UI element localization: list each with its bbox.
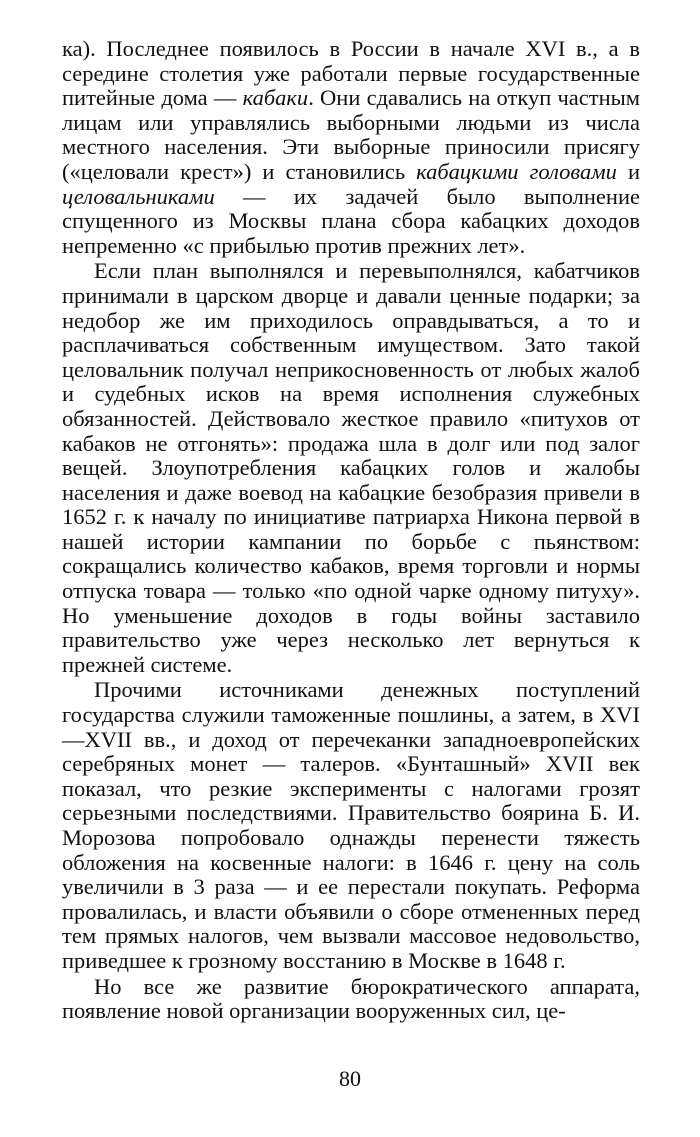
page-number: 80: [339, 1066, 361, 1091]
text-run: Если план выполнялся и перевыполнялся, кабатчиков принимали в царском дворце и давали ценные подарки; за недобор же им приходилось оправдываться, а то и расплачиваться собственным имуществом. Зато такой целовальник получал неприкосновенность от любых жалоб и судебных исков на время исполнения служебных обязанностей. Действовало жесткое правило «питухов от кабаков не отгонять»: продажа шла в долг или под залог вещей. Злоупотребления кабацких голов и жалобы населения и даже воевод на кабацкие безобразия привели в 1652 г. к началу по инициативе патриарха Никона первой в нашей истории кампании по борьбе с пьянством: сокращались количество кабаков, время торговли и нормы отпуска товара — только «по одной чарке одному питуху». Но уменьшение доходов в годы войны заставило правительство уже через несколько лет вернуться к прежней системе.: [62, 258, 640, 677]
term-kabatskie-golovy: кабацкими головами: [416, 158, 617, 184]
paragraph-4: [62, 975, 640, 1024]
text-run: . Они сдавались на откуп частным лицам или управлялись выборными людьми из числа местного населения. Эти выборные приносили присягу («целовали крест») и становились: [62, 85, 640, 184]
text-run: Прочими источниками денежных поступлений государства служили таможенные пошлины, а затем, в XVI—XVII вв., и доход от перечеканки западноевропейских серебряных монет — талеров. «Бунташный» XVII век показал, что резкие эксперименты с налогами грозят серьезными последствиями. Правительство боярина Б. И. Морозова попробовало однажды перенести тяжесть обложения на косвенные налоги: в 1646 г. цену на соль увеличили в 3 раза — и ее перестали покупать. Реформа провалилась, и власти объявили о сборе отмененных перед тем прямых налогов, чем вызвали массовое недовольство, приведшее к грозному восстанию в Москве в 1648 г.: [62, 677, 640, 973]
term-tselovalniki: целовальниками: [62, 183, 215, 209]
text-run: и: [616, 158, 640, 184]
paragraph-2: [62, 259, 640, 677]
text-run: — их задачей было выполнение спущенного из Москвы плана сбора кабацких доходов непременно «с прибылью против прежних лет».: [62, 183, 640, 258]
term-kabaki: кабаки: [242, 85, 309, 111]
paragraph-1: [62, 37, 640, 258]
text-run: Но все же развитие бюрократического аппарата, появление новой организации вооруженных сил, це-: [62, 973, 640, 1024]
page-body: [62, 37, 640, 1024]
text-run: ка). Последнее появилось в России в начале XVI в., а в середине столетия уже работали первые государственные питейные дома —: [62, 36, 640, 111]
paragraph-3: [62, 678, 640, 973]
